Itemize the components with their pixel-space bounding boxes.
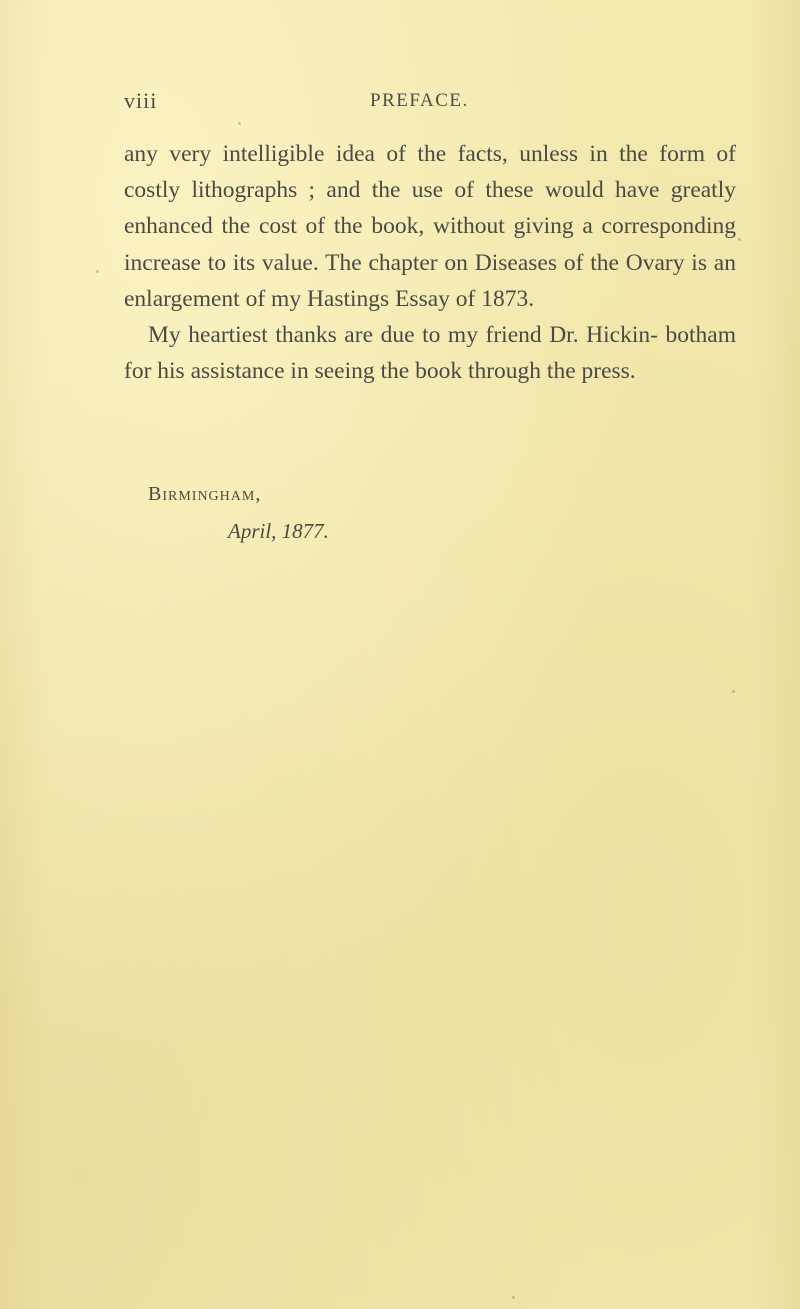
paper-speck — [512, 1296, 515, 1299]
paper-speck — [738, 238, 741, 241]
body-text — [124, 136, 736, 389]
running-head-title: PREFACE. — [370, 90, 469, 111]
paper-speck — [238, 122, 241, 125]
paragraph: My heartiest thanks are due to my friend Dr. Hickin- botham for his assistance in seeing the book through the press. — [124, 322, 736, 385]
signature-date: April, 1877. — [228, 519, 329, 543]
running-head — [124, 88, 736, 118]
paper-speck — [732, 690, 735, 693]
paper-speck — [96, 270, 99, 273]
page-number: viii — [124, 88, 158, 113]
paragraph: any very intelligible idea of the facts, unless in the form of costly lithographs ; and the use of these would have greatly enhanced the cost of the book, without giving a corresponding increase to its value. The chapter on Diseases of the Ovary is an enlargement of my Hastings Essay of 1873. — [124, 141, 736, 312]
signature-place: Birmingham, — [148, 483, 262, 505]
